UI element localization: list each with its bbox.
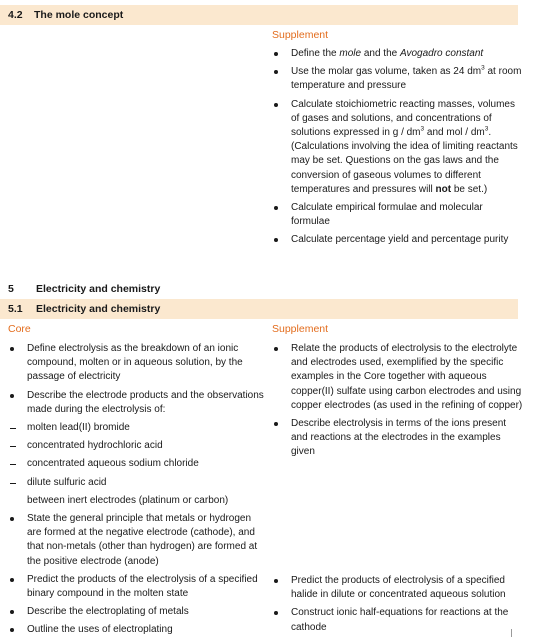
section-number: 5.1 (8, 303, 23, 315)
supplement-4-2-list (272, 47, 524, 252)
dash-icon (10, 483, 16, 484)
list-item: Describe the electrode products and the observations made during the electrolysis of: (8, 389, 268, 417)
dash-icon (10, 428, 16, 429)
list-item: Predict the products of the electrolysis of a specified binary compound in the molten state (8, 573, 268, 601)
bullet-icon (274, 238, 278, 242)
list-item: Define the mole and the Avogadro constant (272, 47, 524, 61)
list-item: State the general principle that metals or hydrogen are formed at the negative electrode (cathode), and that non-metals (other than hydrogen) are formed at the positive electrode (anode) (8, 512, 268, 569)
section-heading-5 (8, 282, 160, 296)
list-item: molten lead(II) bromide (8, 421, 268, 435)
bullet-icon (10, 347, 14, 351)
bullet-icon (274, 579, 278, 583)
bullet-icon (10, 628, 14, 632)
section-number: 4.2 (8, 9, 23, 21)
bullet-icon (274, 422, 278, 426)
bullet-icon (274, 347, 278, 351)
list-item: Calculate empirical formulae and molecular formulae (272, 201, 524, 229)
bullet-icon (10, 578, 14, 582)
section-number: 5 (8, 283, 14, 295)
section-title: Electricity and chemistry (36, 303, 161, 315)
bullet-icon (274, 52, 278, 56)
list-item: Predict the products of electrolysis of a specified halide in dilute or concentrated aqueous solution (272, 574, 524, 602)
section-title: The mole concept (34, 9, 124, 21)
list-item: Describe the electroplating of metals (8, 605, 268, 619)
list-item: concentrated hydrochloric acid (8, 439, 268, 453)
list-item: Construct ionic half-equations for reactions at the cathode (272, 606, 524, 634)
section-title: Electricity and chemistry (36, 283, 161, 295)
list-item: Calculate percentage yield and percentage purity (272, 233, 524, 247)
list-item: Use the molar gas volume, taken as 24 $dm^3$ at room temperature and pressure (272, 65, 524, 93)
list-item: dilute sulfuric acid (8, 476, 268, 490)
supplement-5-1-list-upper (272, 342, 524, 464)
list-item: Define electrolysis as the breakdown of an ionic compound, molten or in aqueous solution, by the passage of electricity (8, 342, 268, 385)
dash-icon (10, 446, 16, 447)
bullet-icon (274, 103, 278, 107)
list-item: concentrated aqueous sodium chloride (8, 457, 268, 471)
bullet-icon (10, 394, 14, 398)
dash-icon (10, 464, 16, 465)
bullet-icon (274, 206, 278, 210)
section-band-4-2 (0, 5, 518, 25)
core-label: Core (8, 323, 31, 335)
list-item: Relate the products of electrolysis to the electrolyte and electrodes used, exemplified by the specific examples in the Core together with aqueous copper(II) sulfate using carbon electrodes and using copper electrodes (as used in the refining of copper) (272, 342, 524, 413)
section-band-5-1 (0, 299, 518, 319)
core-list (8, 342, 268, 642)
list-item: Calculate stoichiometric reacting masses, volumes of gases and solutions, and concentrations of solutions expressed in g / $dm^3$ and mol / $dm^3$. (Calculations involving the idea of limiting reactants may be set. Questions on the gas laws and the conversion of gaseous volumes to different temperatures and pressures will not be set.) (272, 98, 524, 197)
supplement-5-1-list-lower (272, 574, 524, 639)
supplement-label: Supplement (272, 323, 329, 335)
bullet-icon (10, 610, 14, 614)
list-item: Describe electrolysis in terms of the ions present and reactions at the electrodes in the examples given (272, 417, 524, 460)
bullet-icon (274, 611, 278, 615)
list-item: Outline the uses of electroplating (8, 623, 268, 637)
plain-text: between inert electrodes (platinum or carbon) (27, 494, 229, 506)
bullet-icon (274, 70, 278, 74)
bullet-icon (10, 517, 14, 521)
page-edge-mark (511, 629, 512, 637)
supplement-label: Supplement (272, 29, 329, 41)
